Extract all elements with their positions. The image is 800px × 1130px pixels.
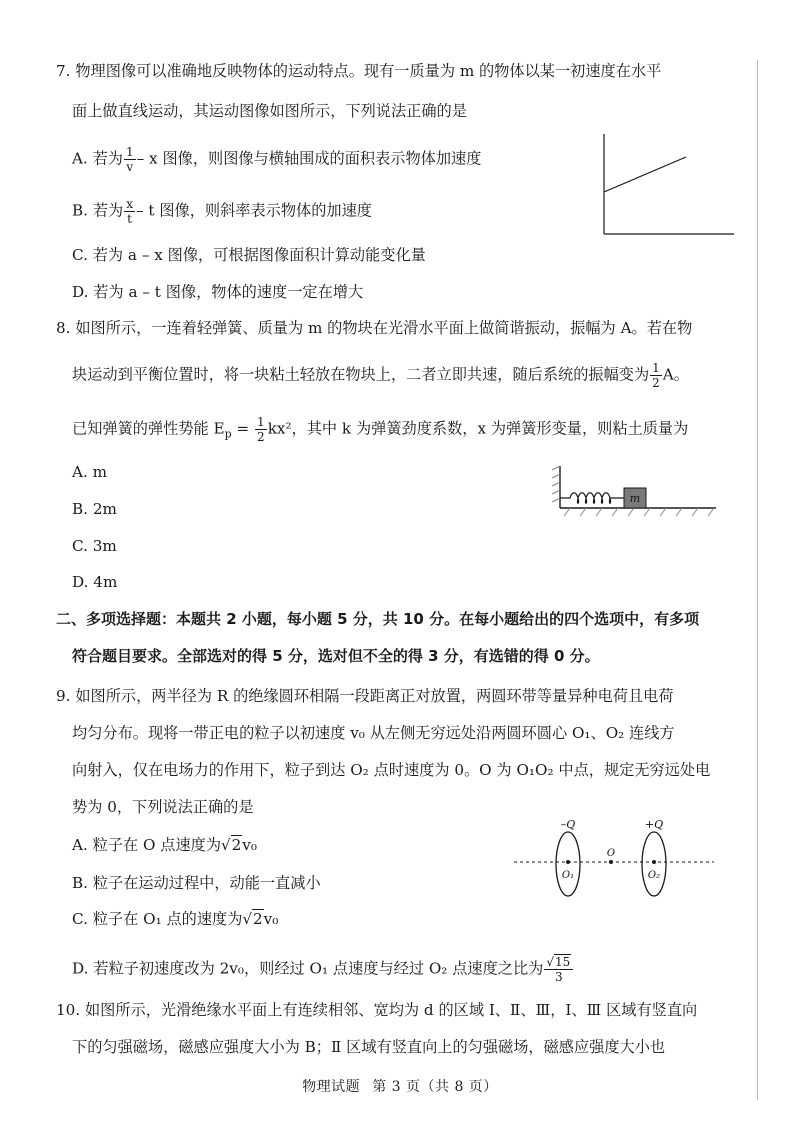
q9-point-o bbox=[609, 860, 613, 864]
footer-subject: 物理试题 bbox=[302, 1079, 361, 1095]
q9-label-o1: O₁ bbox=[561, 870, 575, 881]
q8-energy-frac-num: 1 bbox=[257, 415, 265, 429]
q9-point-o2 bbox=[652, 860, 656, 864]
q8-stem-line2-suffix: A。 bbox=[662, 365, 689, 384]
q8-option-d: D. 4m bbox=[72, 573, 118, 591]
q7-stem-line1: 7. 物理图像可以准确地反映物体的运动特点。现有一质量为 m 的物体以某一初速度在水平 bbox=[56, 62, 662, 80]
q9-option-d-frac-num: √15 bbox=[544, 956, 573, 970]
q8-wall-hatch bbox=[552, 466, 560, 502]
q7-option-b-frac-den: t bbox=[127, 212, 132, 226]
section2-heading-line1: 二、多项选择题：本题共 2 小题，每小题 5 分，共 10 分。在每小题给出的四个选项中，有多项 bbox=[56, 610, 700, 628]
q7-option-c: C. 若为 a – x 图像，可根据图像面积计算动能变化量 bbox=[72, 246, 426, 264]
q9-stem-line3: 向射入，仅在电场力的作用下，粒子到达 O₂ 点时速度为 0。O 为 O₁O₂ 中点，规定无穷远处电 bbox=[72, 761, 711, 779]
q9-option-c bbox=[72, 912, 278, 927]
q8-option-a: A. m bbox=[72, 463, 108, 481]
q9-point-o1 bbox=[566, 860, 570, 864]
q9-stem-line1: 9. 如图所示，两半径为 R 的绝缘圆环相隔一段距离正对放置，两圆环带等量异种电荷且电荷 bbox=[56, 687, 674, 705]
q7-stem-line2: 面上做直线运动，其运动图像如图所示，下列说法正确的是 bbox=[72, 102, 467, 120]
section2-heading-line2: 符合题目要求。全部选对的得 5 分，选对但不全的得 3 分，有选错的得 0 分。 bbox=[72, 647, 600, 665]
q8-stem-line1: 8. 如图所示，一连着轻弹簧、质量为 m 的物块在光滑水平面上做简谐振动，振幅为 A。若在物 bbox=[56, 319, 693, 337]
q9-option-d bbox=[72, 956, 574, 983]
q7-option-a-suffix: – x 图像，则图像与横轴围成的面积表示物体加速度 bbox=[136, 149, 482, 168]
q8-spring-figure bbox=[548, 458, 720, 520]
q9-label-neg-charge: –Q bbox=[560, 818, 576, 831]
q8-option-b: B. 2m bbox=[72, 500, 117, 518]
q8-spring bbox=[560, 493, 624, 504]
q7-option-a-frac-num: 1 bbox=[126, 145, 134, 159]
q9-option-c-prefix: C. 粒子在 O₁ 点的速度为 bbox=[72, 910, 243, 928]
q7-option-d: D. 若为 a – t 图像，物体的速度一定在增大 bbox=[72, 283, 364, 301]
q10-stem-line2: 下的匀强磁场，磁感应强度大小为 B；Ⅱ 区域有竖直向上的匀强磁场，磁感应强度大小也 bbox=[72, 1038, 666, 1056]
q7-option-b-frac-num: x bbox=[126, 197, 133, 211]
q8-amplitude-frac-den: 2 bbox=[652, 376, 660, 390]
q9-option-d-prefix: D. 若粒子初速度改为 2v₀，则经过 O₁ 点速度与经过 O₂ 点速度之比为 bbox=[72, 959, 544, 978]
q7-option-b-fraction bbox=[124, 198, 135, 225]
q8-stem-line2 bbox=[72, 362, 689, 389]
q9-option-c-suffix: v₀ bbox=[263, 910, 279, 928]
page-edge-line bbox=[757, 60, 758, 1100]
q8-stem-line3-eq: = bbox=[231, 419, 255, 438]
q8-energy-frac-den: 2 bbox=[257, 430, 265, 444]
q7-option-b bbox=[72, 198, 372, 225]
q8-stem-line3-prefix: 已知弹簧的弹性势能 E bbox=[72, 419, 225, 438]
page-footer bbox=[0, 1076, 800, 1096]
q7-option-b-prefix: B. 若为 bbox=[72, 201, 124, 220]
q8-floor-hatch bbox=[564, 508, 714, 516]
q7-option-a-frac-den: v bbox=[126, 160, 134, 174]
q8-stem-line3-suffix: kx²，其中 k 为弹簧劲度系数，x 为弹簧形变量，则粘土质量为 bbox=[267, 419, 689, 438]
q7-option-b-suffix: – t 图像，则斜率表示物体的加速度 bbox=[135, 201, 372, 220]
q9-option-d-frac-den: 3 bbox=[554, 970, 563, 984]
q9-option-a-suffix: v₀ bbox=[242, 836, 257, 854]
q8-block-label: m bbox=[629, 492, 641, 505]
q9-option-a-prefix: A. 粒子在 O 点速度为 bbox=[72, 836, 222, 854]
q9-option-b: B. 粒子在运动过程中，动能一直减小 bbox=[72, 874, 321, 892]
q8-amplitude-fraction bbox=[650, 362, 662, 389]
q7-option-a-fraction bbox=[124, 146, 136, 173]
q7-option-a bbox=[72, 146, 481, 173]
q8-stem-line2-prefix: 块运动到平衡位置时，将一块粘土轻放在物块上，二者立即共速，随后系统的振幅变为 bbox=[72, 365, 650, 384]
q8-stem-line3 bbox=[72, 416, 688, 443]
q8-amplitude-frac-num: 1 bbox=[652, 361, 660, 375]
q10-stem-line1: 10. 如图所示，光滑绝缘水平面上有连续相邻、宽均为 d 的区域 Ⅰ、Ⅱ、Ⅲ，Ⅰ、Ⅲ 区域有竖直向 bbox=[56, 1001, 698, 1019]
q9-option-c-sqrt: √2 bbox=[242, 910, 263, 928]
q9-label-pos-charge: +Q bbox=[644, 818, 664, 831]
q7-graph-figure bbox=[596, 124, 736, 242]
q7-option-a-prefix: A. 若为 bbox=[72, 149, 123, 168]
q9-label-o: O bbox=[606, 848, 616, 859]
q8-option-c: C. 3m bbox=[72, 537, 117, 555]
q9-label-o2: O₂ bbox=[647, 870, 661, 881]
q8-energy-fraction bbox=[255, 416, 267, 443]
q9-stem-line4: 势为 0，下列说法正确的是 bbox=[72, 798, 254, 816]
q9-option-a bbox=[72, 838, 257, 853]
q9-stem-line2: 均匀分布。现将一带正电的粒子以初速度 v₀ 从左侧无穷远处沿两圆环圆心 O₁、O₂ 连线方 bbox=[72, 724, 675, 742]
q8-energy-subscript: p bbox=[224, 427, 232, 441]
q7-graph-line bbox=[604, 157, 686, 192]
q9-rings-figure bbox=[512, 818, 716, 904]
q9-option-d-fraction bbox=[544, 956, 573, 983]
q9-option-a-sqrt: √2 bbox=[221, 836, 242, 854]
footer-page-number: 第 3 页（共 8 页） bbox=[372, 1079, 498, 1095]
